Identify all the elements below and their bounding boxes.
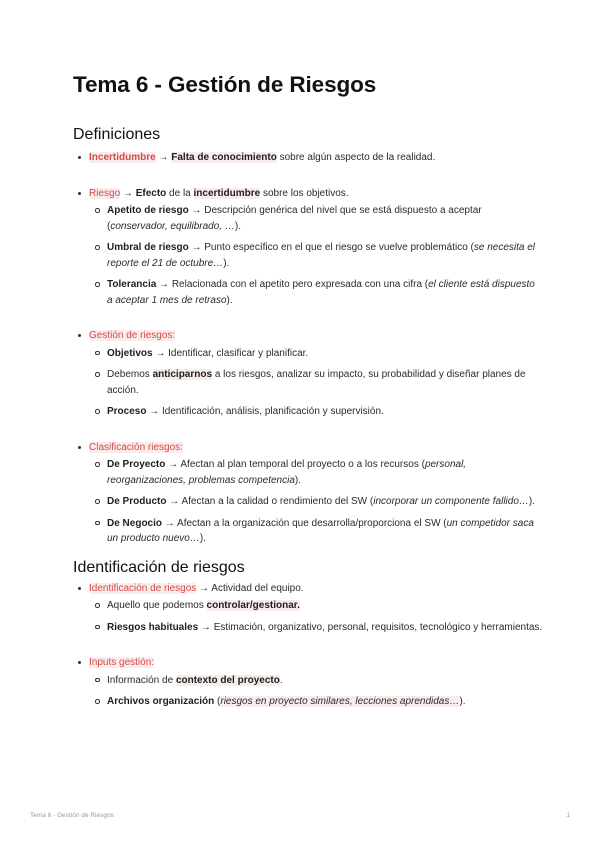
list-identificacion <box>73 581 543 710</box>
page-footer <box>30 812 570 819</box>
list-item: Objetivos → Identificar, clasificar y planificar. <box>89 346 543 362</box>
list-item: Proceso → Identificación, análisis, planificación y supervisión. <box>89 404 543 420</box>
list-definiciones <box>73 150 543 547</box>
list-item: Archivos organización (riesgos en proyecto similares, lecciones aprendidas…). <box>89 694 543 710</box>
list-item: Aquello que podemos controlar/gestionar. <box>89 598 543 614</box>
list-item: Información de contexto del proyecto. <box>89 673 543 689</box>
page-number: 1 <box>566 812 570 819</box>
sublist-inputs <box>89 673 543 710</box>
sublist-clasificacion <box>89 457 543 547</box>
sublist-riesgo <box>89 203 543 308</box>
sublist-identificacion <box>89 598 543 635</box>
list-item: De Negocio → Afectan a la organización que desarrolla/proporciona el SW (un competidor saca un producto nuevo…). <box>89 516 543 547</box>
list-item: Incertidumbre → Falta de conocimiento sobre algún aspecto de la realidad. <box>73 150 543 166</box>
list-item: Tolerancia → Relacionada con el apetito pero expresada con una cifra (el cliente está dispuesto a aceptar 1 mes de retraso). <box>89 277 543 308</box>
list-item: Umbral de riesgo → Punto específico en el que el riesgo se vuelve problemático (se necesita el reporte el 21 de octubre…). <box>89 240 543 271</box>
list-item: Gestión de riesgos: Objetivos → Identificar, clasificar y planificar. Debemos anticiparnos a los riesgos, analizar su impacto, su probabilidad y diseñar planes de acción. Proceso → Identificación, análisis, planificación y supervisión. <box>73 328 543 420</box>
list-item: Clasificación riesgos: De Proyecto → Afectan al plan temporal del proyecto o a los recursos (personal, reorganizaciones, problemas competencia). De Producto → Afectan a la calidad o rendimiento del SW (incorporar un componente fallido…). De Negocio → Afectan a la organización que desarrolla/proporciona el SW (un competidor saca un producto nuevo…). <box>73 440 543 547</box>
list-item: Identificación de riesgos → Actividad del equipo. Aquello que podemos controlar/gestionar. Riesgos habituales → Estimación, organizativo, personal, requisitos, tecnológico y herramientas. <box>73 581 543 636</box>
list-item: Debemos anticiparnos a los riesgos, analizar su impacto, su probabilidad y diseñar planes de acción. <box>89 367 543 398</box>
footer-title: Tema 6 - Gestión de Riesgos <box>30 812 114 819</box>
list-item: De Producto → Afectan a la calidad o rendimiento del SW (incorporar un componente fallido…). <box>89 494 543 510</box>
list-item: Apetito de riesgo → Descripción genérica del nivel que se está dispuesto a aceptar (conservador, equilibrado, …). <box>89 203 543 234</box>
list-item: Inputs gestión: Información de contexto del proyecto. Archivos organización (riesgos en proyecto similares, lecciones aprendidas…). <box>73 655 543 710</box>
list-item: Riesgo → Efecto de la incertidumbre sobre los objetivos. Apetito de riesgo → Descripción genérica del nivel que se está dispuesto a aceptar (conservador, equilibrado, …). Umbral de riesgo → Punto específico en el que el riesgo se vuelve problemático (se necesita el reporte el 21 de octubre…). Tolerancia → Relacionada con el apetito pero expresada con una cifra (el cliente está dispuesto a aceptar 1 mes de retraso). <box>73 186 543 309</box>
list-item: De Proyecto → Afectan al plan temporal del proyecto o a los recursos (personal, reorganizaciones, problemas competencia). <box>89 457 543 488</box>
list-item: Riesgos habituales → Estimación, organizativo, personal, requisitos, tecnológico y herramientas. <box>89 620 543 636</box>
page-title: Tema 6 - Gestión de Riesgos <box>73 72 377 97</box>
sublist-gestion <box>89 346 543 420</box>
page-content <box>73 72 543 716</box>
heading-identificacion: Identificación de riesgos <box>73 558 245 576</box>
heading-definiciones: Definiciones <box>73 126 161 143</box>
